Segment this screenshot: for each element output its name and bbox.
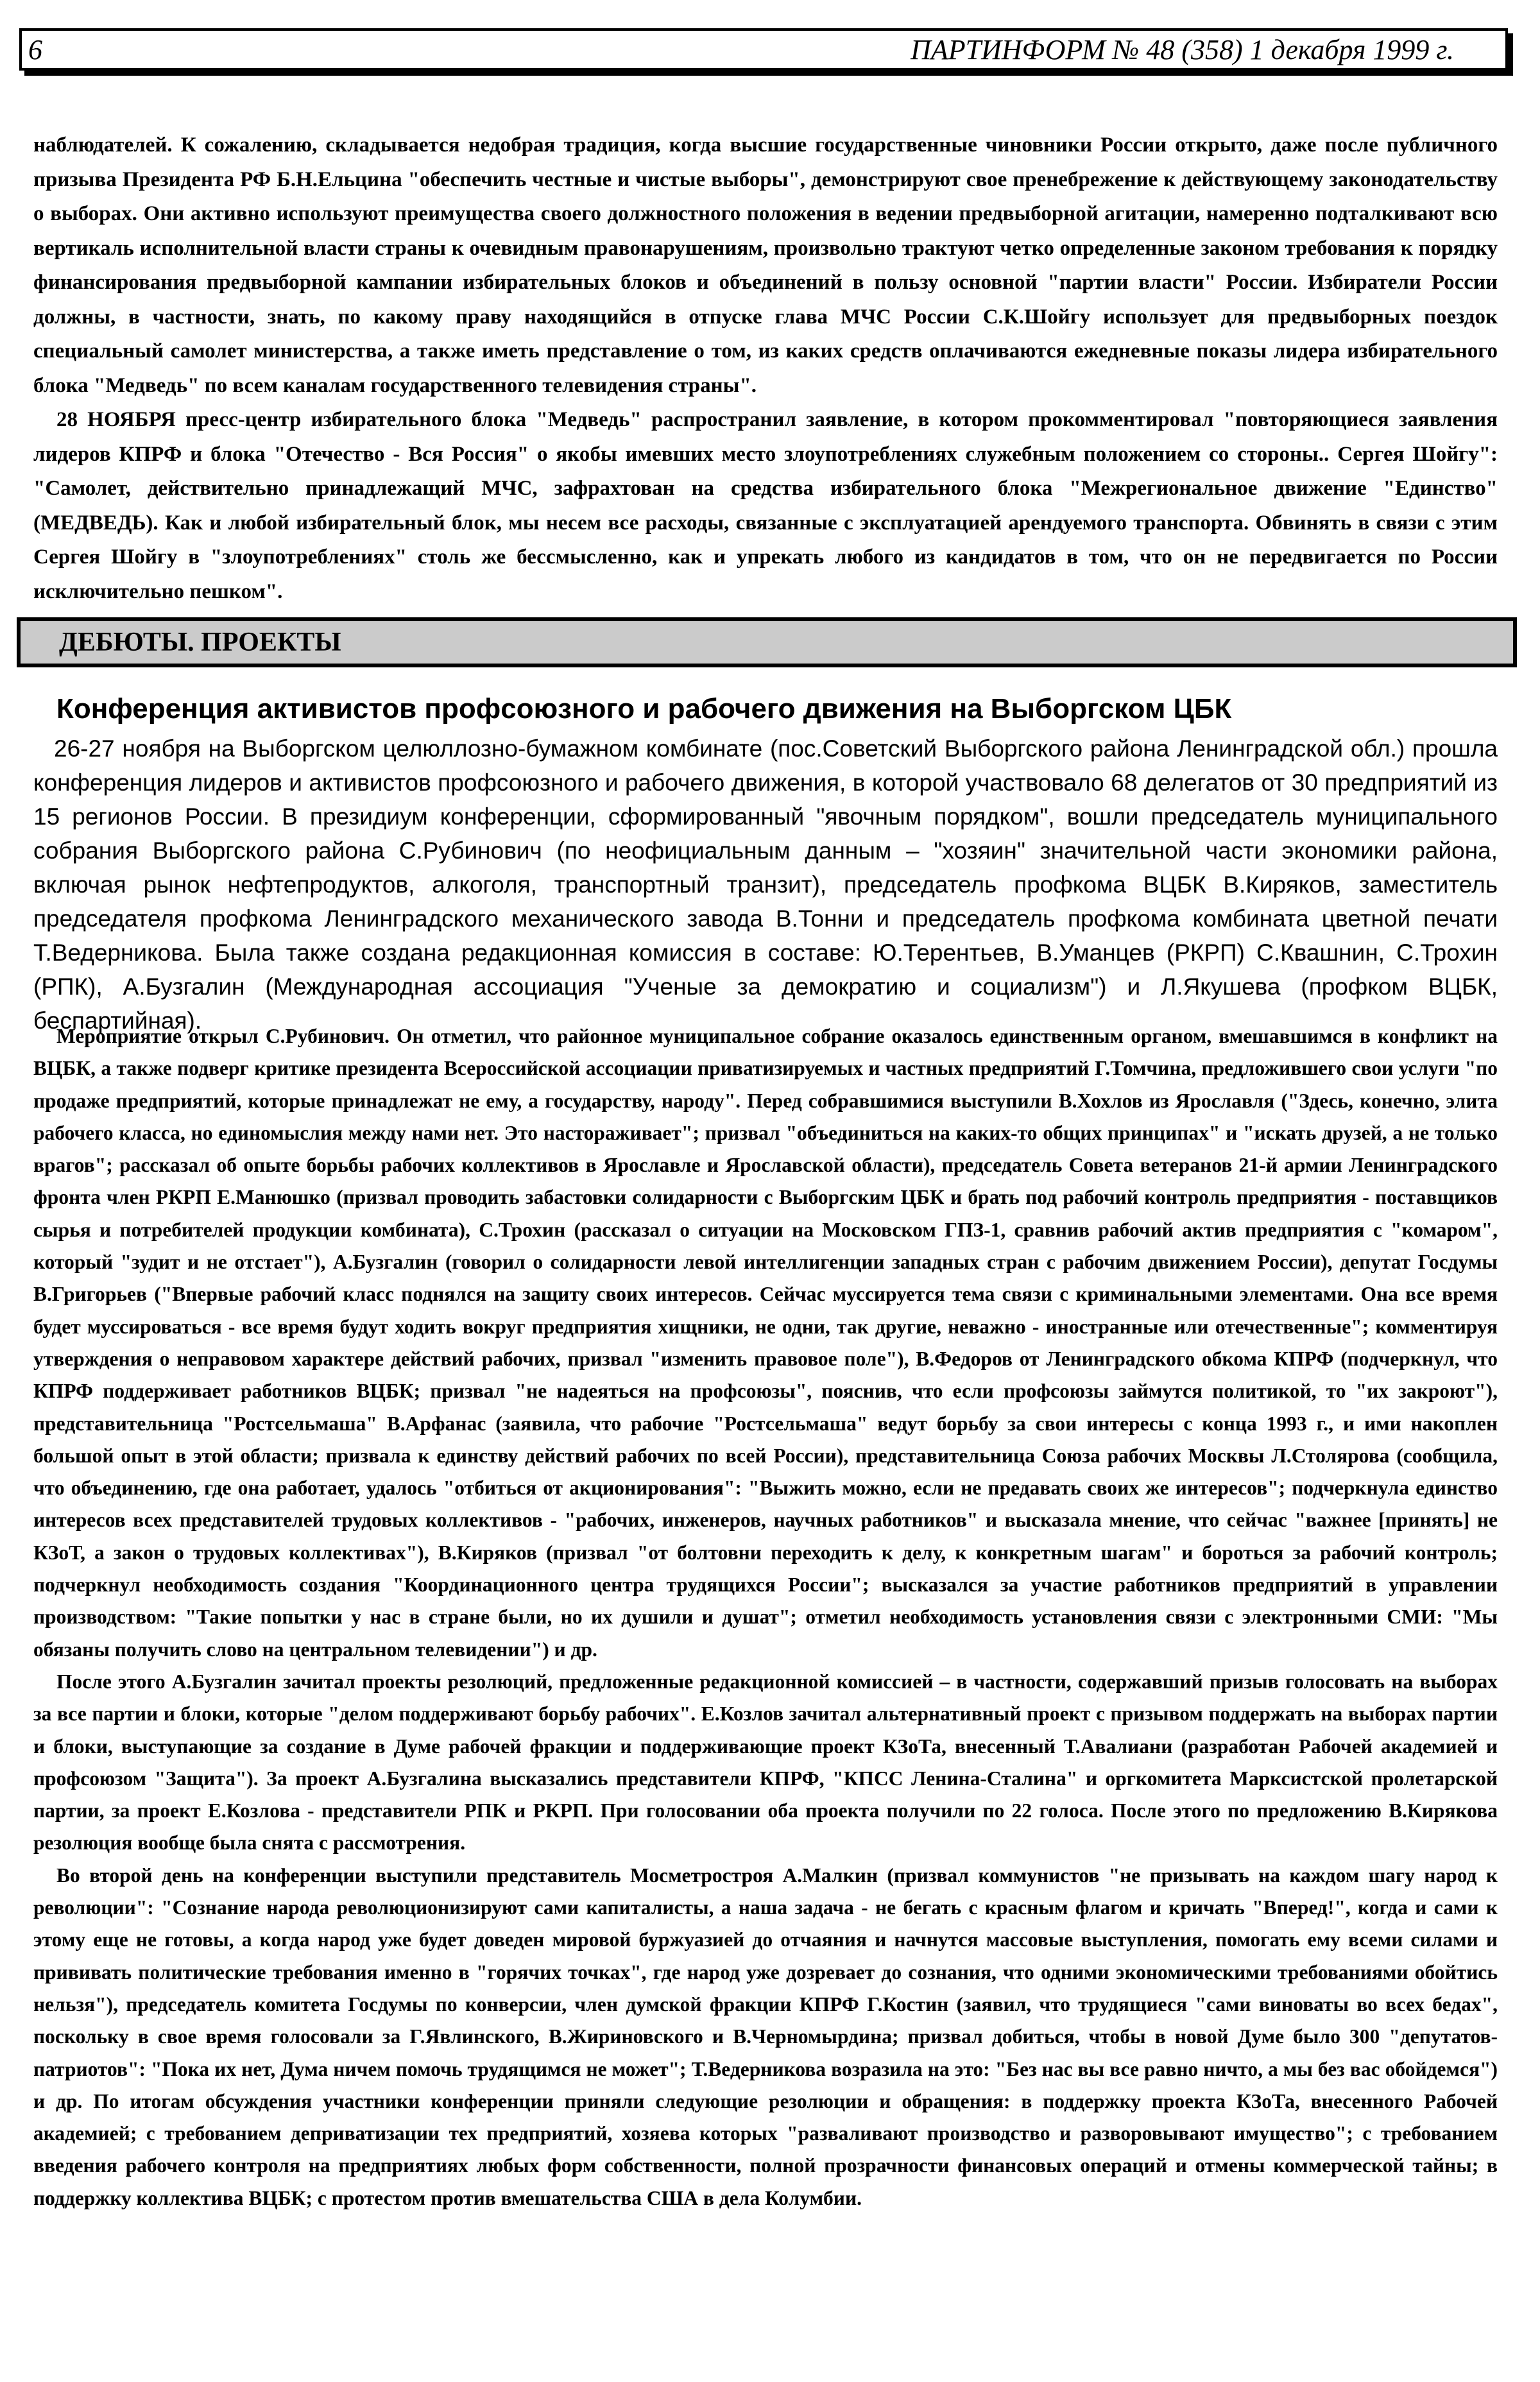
publication-title: ПАРТИНФОРМ № 48 (358) 1 декабря 1999 г. xyxy=(911,34,1454,65)
intro-text xyxy=(33,128,1498,609)
article-body xyxy=(33,1020,1498,2215)
article-lead: 26-27 ноября на Выборгском целюллозно-бумажном комбинате (пос.Советский Выборгского района Ленинградской обл.) прошла конференция лидеров и активистов профсоюзного и рабочего движения, в которой участвовало 68 делегатов от 30 предприятий из 15 регионов России. В президиум конференции, сформированный "явочным порядком", вошли председатель муниципального собрания Выборгского района С.Рубинович (по неофициальным данным – "хозяин" значительной части экономики района, включая рынок нефтепродуктов, алкоголя, транспортный транзит), председатель профкома ВЦБК В.Киряков, заместитель председателя профкома Ленинградского механического завода В.Тонни и председатель профкома комбината цветной печати Т.Ведерникова. Была также создана редакционная комиссия в составе: Ю.Терентьев, В.Уманцев (РКРП) С.Квашнин, С.Трохин (РПК), А.Бузгалин (Международная ассоциация "Ученые за демократию и социализм") и Л.Якушева (профком ВЦБК, беспартийная). xyxy=(33,735,1498,1034)
section-header xyxy=(17,617,1517,667)
page-number: 6 xyxy=(28,34,42,65)
paragraph: наблюдателей. К сожалению, складывается недобрая традиция, когда высшие государственные чиновники России открыто, даже после публичного призыва Президента РФ Б.Н.Ельцина "обеспечить честные и чистые выборы", демонстрируют свое пренебрежение к действующему законодательству о выборах. Они активно используют преимущества своего должностного положения в ведении предвыборной агитации, намеренно подталкивают всю вертикаль исполнительной власти страны к очевидным правонарушениям, произвольно трактуют четко определенные законом требования к порядку финансирования предвыборной кампании избирательных блоков и объединений в пользу основной "партии власти" России. Избиратели России должны, в частности, знать, по какому праву находящийся в отпуске глава МЧС России С.К.Шойгу использует для предвыборных поездок специальный самолет министерства, а также иметь представление о том, из каких средств оплачиваются ежедневные показы лидера избирательного блока "Медведь" по всем каналам государственного телевидения страны". xyxy=(33,133,1498,397)
page-header xyxy=(19,28,1508,71)
paragraph: 28 НОЯБРЯ пресс-центр избирательного блока "Медведь" распространил заявление, в котором прокомментировал "повторяющиеся заявления лидеров КПРФ и блока "Отечество - Вся Россия" о якобы имевших место злоупотреблениях служебным положением со стороны.. Сергея Шойгу": "Самолет, действительно принадлежащий МЧС, зафрахтован на средства избирательного блока "Межрегиональное движение "Единство" (МЕДВЕДЬ). Как и любой избирательный блок, мы несем все расходы, связанные с эксплуатацией арендуемого транспорта. Обвинять в связи с этим Сергея Шойгу в "злоупотреблениях" столь же бессмысленно, как и упрекать любого из кандидатов в том, что он не передвигается по России исключительно пешком". xyxy=(33,408,1498,603)
paragraph: После этого А.Бузгалин зачитал проекты резолюций, предложенные редакционной комиссией – в частности, содержавший призыв голосовать на выборах за все партии и блоки, которые "делом поддерживают борьбу рабочих". Е.Козлов зачитал альтернативный проект с призывом поддержать на выборах партии и блоки, выступающие за создание в Думе рабочей фракции и поддерживающие проект КЗоТа, внесенный Т.Авалиани (разработан Рабочей академией и профсоюзом "Защита"). За проект А.Бузгалина высказались представители КПРФ, "КПСС Ленина-Сталина" и оргкомитета Марксистской пролетарской партии, за проект Е.Козлова - представители РПК и РКРП. При голосовании оба проекта получили по 22 голоса. После этого по предложению В.Кирякова резолюция вообще была снята с рассмотрения. xyxy=(33,1670,1498,1855)
paragraph: Мероприятие открыл С.Рубинович. Он отметил, что районное муниципальное собрание оказалось единственным органом, вмешавшимся в конфликт на ВЦБК, а также подверг критике президента Всероссийской ассоциации приватизируемых и частных предприятий Г.Томчина, предложившего свои услуги "по продаже предприятий, которые принадлежат не ему, а государству, народу". Перед собравшимися выступили В.Хохлов из Ярославля ("Здесь, конечно, элита рабочего класса, но единомыслия между нами нет. Это настораживает"; призвал "объединиться на каких-то общих принципах" и "искать друзей, а не только врагов"; рассказал об опыте борьбы рабочих коллективов в Ярославле и Ярославской области), председатель Совета ветеранов 21-й армии Ленинградского фронта член РКРП Е.Манюшко (призвал проводить забастовки солидарности с Выборгским ЦБК и брать под рабочий контроль предприятия - поставщиков сырья и потребителей продукции комбината), С.Трохин (рассказал о ситуации на Московском ГПЗ-1, сравнив рабочий актив предприятия с "комаром", который "зудит и не отстает"), А.Бузгалин (говорил о солидарности левой интеллигенции западных стран с рабочим движением России), депутат Госдумы В.Григорьев ("Впервые рабочий класс поднялся на защиту своих интересов. Сейчас муссируется тема связи с криминальными элементами. Она все время будет муссироваться - все время будут ходить вокруг предприятия хищники, не одни, так другие, неважно - иностранные или отечественные"; комментируя утверждения о неправовом характере действий рабочих, призвал "изменить правовое поле"), В.Федоров от Ленинградского обкома КПРФ (подчеркнул, что КПРФ поддерживает работников ВЦБК; призвал "не надеяться на профсоюзы", пояснив, что если профсоюзы займутся политикой, то "их закроют"), представительница "Ростсельмаша" В.Арфанас (заявила, что рабочие "Ростсельмаша" ведут борьбу за свои интересы с конца 1993 г., и ими накоплен большой опыт в этой области; призвала к единству действий рабочих по всей России), представительница Союза рабочих Москвы Л.Столярова (сообщила, что объединению, где она работает, удалось "отбиться от акционирования": "Выжить можно, если не предавать своих же интересов"; подчеркнула единство интересов всех представителей трудовых коллективов - "рабочих, инженеров, научных работников" и высказала мнение, что сейчас "важнее [принять] не КЗоТ, а закон о трудовых коллективах"), В.Киряков (призвал "от болтовни переходить к делу, к конкретным шагам" и бороться за рабочий контроль; подчеркнул необходимость создания "Координационного центра трудящихся России"; высказался за участие работников предприятий в управлении производством: "Такие попытки у нас в стране были, но их душили и душат"; отметил необходимость установления связи с электронными СМИ: "Мы обязаны получить слово на центральном телевидении") и др. xyxy=(33,1025,1498,1661)
section-title: ДЕБЮТЫ. ПРОЕКТЫ xyxy=(59,628,341,657)
paragraph: Во второй день на конференции выступили представитель Мосметростроя А.Малкин (призвал коммунистов "не призывать на каждом шагу народ к революции": "Сознание народа революционизируют сами капиталисты, а наша задача - не бегать с красным флагом и кричать "Вперед!", когда и сами к этому еще не готовы, а когда народ уже будет доведен мировой буржуазией до отчаяния и начнутся массовые выступления, помогать ему всеми силами и прививать политические требования именно в "горячих точках", где народ уже дозревает до сознания, что одними экономическими требованиями обойтись нельзя"), председатель комитета Госдумы по конверсии, член думской фракции КПРФ Г.Костин (заявил, что трудящиеся "сами виноваты во всех бедах", поскольку в свое время голосовали за Г.Явлинского, В.Жириновского и В.Черномырдина; призвал добиться, чтобы в новой Думе было 300 "депутатов-патриотов": "Пока их нет, Дума ничем помочь трудящимся не может"; Т.Ведерникова возразила на это: "Без нас вы все равно ничто, а мы без вас обойдемся") и др. По итогам обсуждения участники конференции приняли следующие резолюции и обращения: в поддержку проекта КЗоТа, внесенного Рабочей академией; с требованием деприватизации тех предприятий, хозяева которых "разваливают производство и разворовывают имущество"; с требованием введения рабочего контроля на предприятиях любых форм собственности, полной прозрачности финансовых операций и отмены коммерческой тайны; в поддержку коллектива ВЦБК; с протестом против вмешательства США в дела Колумбии. xyxy=(33,1864,1498,2209)
article-title: Конференция активистов профсоюзного и рабочего движения на Выборгском ЦБК xyxy=(56,693,1232,724)
